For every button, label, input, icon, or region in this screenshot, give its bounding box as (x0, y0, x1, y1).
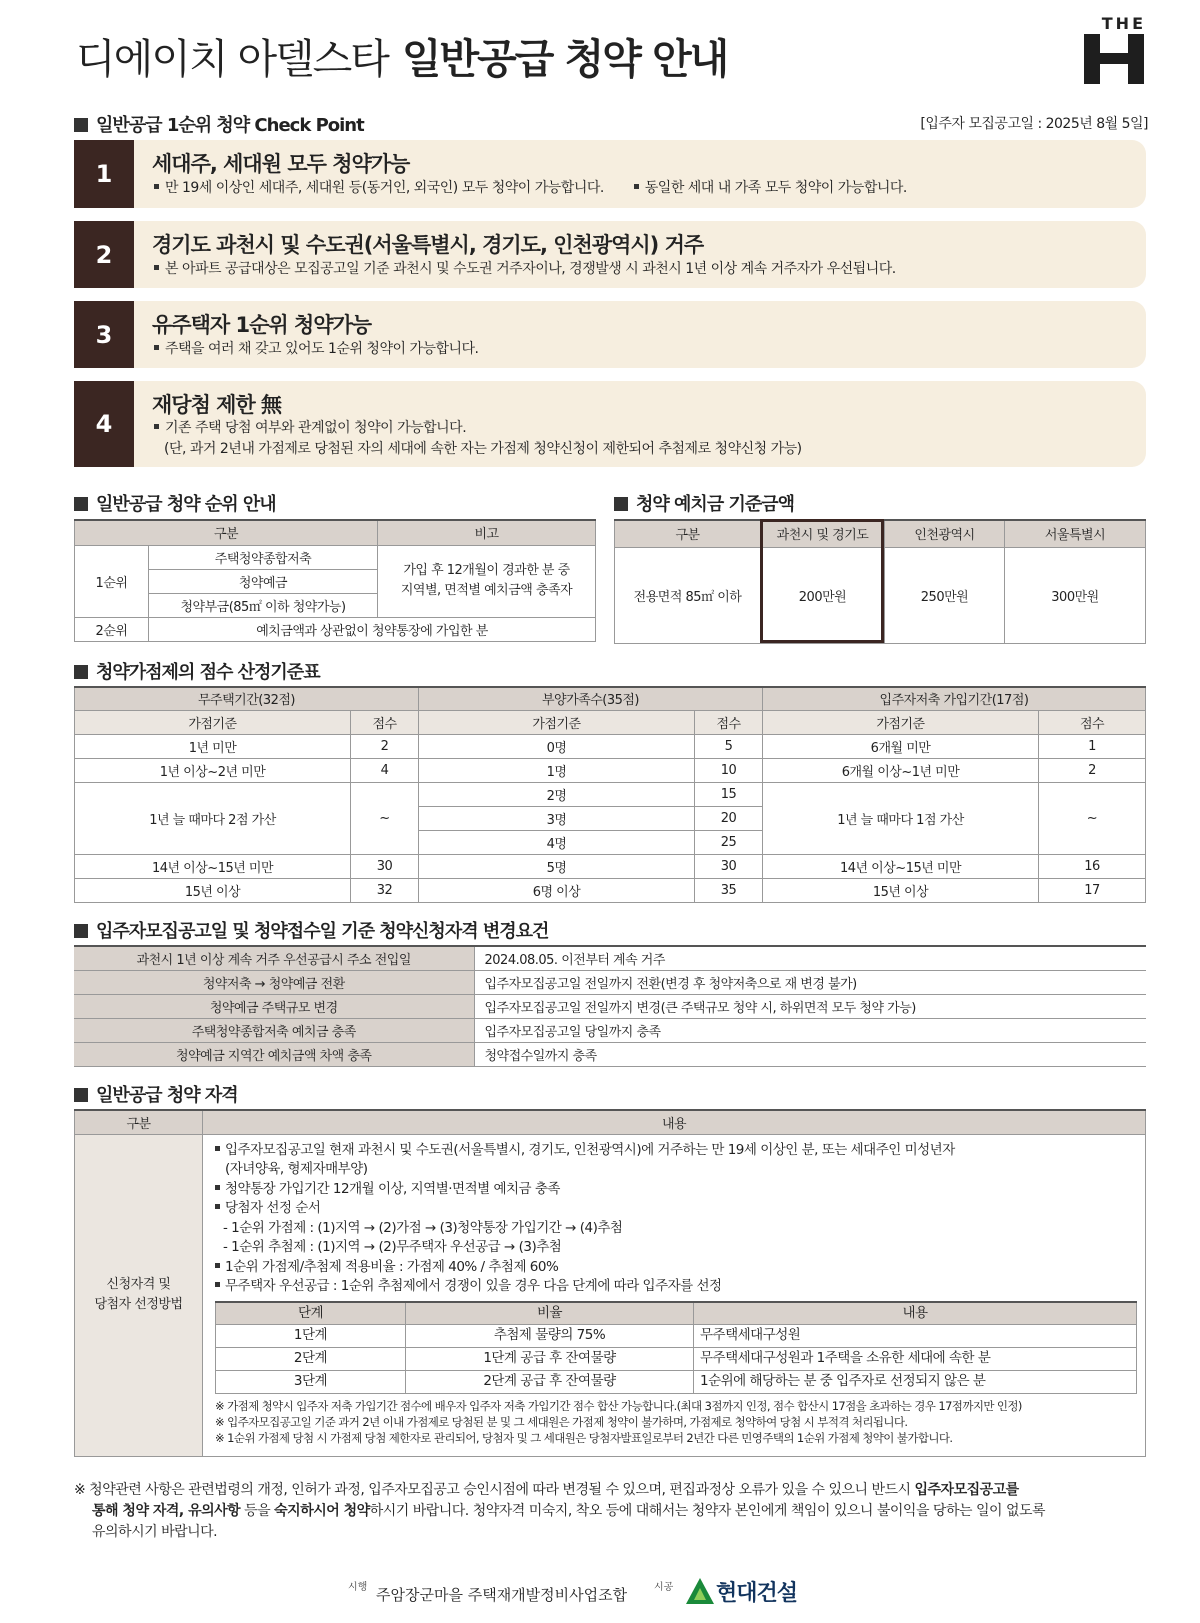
score-cell: 30 (695, 854, 763, 878)
page-header (76, 14, 1146, 94)
rank-2-note: 예치금액과 상관없이 청약통장에 가입한 분 (149, 617, 596, 641)
deposit-header: 서울특별시 (1005, 520, 1146, 547)
score-cell: ~ (351, 782, 419, 854)
logo-text: THE (1101, 14, 1146, 33)
score-section-title: 청약가점제의 점수 산정기준표 (74, 658, 320, 684)
builder-name: 현대건설 (716, 1581, 798, 1606)
deposit-highlight-box (760, 519, 884, 643)
note-line: ※ 1순위 가점제 당첨 시 가점제 당첨 제한자로 관리되어, 당첨자 및 그 세대원은 당첨자발표일로부터 2년간 다른 민영주택의 1순위 가점제 청약이 불가합니다. (215, 1431, 953, 1445)
stage-table (215, 1301, 1137, 1395)
deposit-header: 과천시 및 경기도 (761, 520, 885, 547)
change-key: 과천시 1년 이상 계속 거주 우선공급시 주소 전입일 (74, 946, 474, 970)
note-line: ※ 가점제 청약시 입주자 저축 가입기간 점수에 배우자 입주자 저축 가입기간 점수 합산 가능합니다.(최대 3점까지 인정, 점수 합산시 17점을 초과하는 경우 17점까지만 인정) (215, 1399, 1022, 1413)
developer-name: 주암장군마을 주택재개발정비사업조합 (376, 1586, 628, 1604)
checkpoint-text: 본 아파트 공급대상은 모집공고일 기준 과천시 및 수도권 거주자이나, 경쟁발생 시 과천시 1년 이상 계속 거주자가 우선됩니다. (154, 259, 896, 280)
score-cell: 30 (351, 854, 419, 878)
score-cell: 0명 (419, 734, 695, 758)
score-sub-header: 점수 (1039, 710, 1146, 734)
change-value: 2024.08.05. 이전부터 계속 거주 (474, 946, 1146, 970)
checkpoint-card-1 (74, 140, 1146, 208)
qualification-bullet: 입주자모집공고일 현재 과천시 및 수도권(서울특별시, 경기도, 인천광역시)에 거주하는 만 19세 이상인 분, 또는 세대주인 미성년자 (215, 1141, 1137, 1161)
checkpoint-number: 4 (74, 381, 134, 467)
rank-1-note: 가입 후 12개월이 경과한 분 중 지역별, 면적별 예치금액 충족자 (378, 545, 596, 617)
deposit-value: 200만원 (761, 547, 885, 643)
checkpoint-title: 재당첨 제한 無 (152, 393, 282, 417)
score-cell: 4명 (419, 830, 695, 854)
score-cell: 14년 이상~15년 미만 (75, 854, 351, 878)
change-value: 입주자모집공고일 당일까지 충족 (474, 1018, 1146, 1042)
the-h-logo (1082, 14, 1146, 84)
qualification-row-label: 신청자격 및 당첨자 선정방법 (75, 1134, 203, 1456)
score-cell: 6명 이상 (419, 878, 695, 902)
deposit-value: 250만원 (885, 547, 1005, 643)
stage-header: 단계 (216, 1302, 406, 1325)
score-cell: 17 (1039, 878, 1146, 902)
checkpoint-text: 기존 주택 당첨 여부와 관계없이 청약이 가능합니다. (단, 과거 2년내 가점제로 당첨된 자의 세대에 속한 자는 가점제 청약신청이 제한되어 추첨제로 청약신청 가능) (154, 418, 802, 460)
score-cell: 10 (695, 758, 763, 782)
stage-cell: 1순위에 해당하는 분 중 입주자로 선정되지 않은 분 (694, 1371, 1137, 1394)
rank-section-title: 일반공급 청약 순위 안내 (74, 490, 276, 516)
rank-1-item: 주택청약종합저축 (149, 545, 378, 569)
score-sub-header: 가점기준 (763, 710, 1039, 734)
score-cell: 2 (1039, 758, 1146, 782)
score-group-header: 부양가족수(35점) (419, 687, 763, 710)
score-group-header: 입주자저축 가입기간(17점) (763, 687, 1146, 710)
checkpoint-number: 1 (74, 140, 134, 208)
rank-1-label: 1순위 (75, 545, 149, 617)
score-cell: 2 (351, 734, 419, 758)
checkpoint-card-3 (74, 301, 1146, 368)
change-table (74, 945, 1146, 1067)
qualification-content (203, 1134, 1146, 1456)
rank-header-category: 구분 (75, 520, 378, 545)
score-cell: 1명 (419, 758, 695, 782)
score-cell: 2명 (419, 782, 695, 806)
checkpoint-card-4 (74, 381, 1146, 467)
score-sub-header: 점수 (695, 710, 763, 734)
qualification-bullet: 무주택자 우선공급 : 1순위 추첨제에서 경쟁이 있을 경우 다음 단계에 따라 입주자를 선정 (215, 1277, 1137, 1297)
checkpoint-title: 세대주, 세대원 모두 청약가능 (152, 152, 410, 176)
checkpoint-title: 유주택자 1순위 청약가능 (152, 313, 372, 337)
checkpoint-title: 경기도 과천시 및 수도권(서울특별시, 경기도, 인천광역시) 거주 (152, 233, 704, 257)
change-value: 입주자모집공고일 전일까지 전환(변경 후 청약저축으로 재 변경 불가) (474, 970, 1146, 994)
qualification-bullet: 청약통장 가입기간 12개월 이상, 지역별·면적별 예치금 충족 (215, 1180, 1137, 1200)
qualification-bullet: - 1순위 가점제 : (1)지역 → (2)가점 → (3)청약통장 가입기간 → (4)추첨 (223, 1219, 623, 1236)
checkpoint-section-title: 일반공급 1순위 청약 Check Point (74, 111, 364, 137)
score-sub-header: 가점기준 (419, 710, 695, 734)
stage-cell: 1단계 공급 후 잔여물량 (406, 1348, 694, 1371)
score-sub-header: 점수 (351, 710, 419, 734)
section-square-icon (74, 665, 88, 679)
deposit-row-label: 전용면적 85㎡ 이하 (615, 547, 761, 643)
change-key: 주택청약종합저축 예치금 충족 (74, 1018, 474, 1042)
score-cell: 4 (351, 758, 419, 782)
change-key: 청약예금 지역간 예치금액 차액 충족 (74, 1042, 474, 1066)
section-square-icon (74, 497, 88, 511)
checkpoint-card-2 (74, 221, 1146, 288)
section-square-icon (74, 924, 88, 938)
title-subject: 일반공급 청약 안내 (401, 35, 728, 83)
score-cell: 14년 이상~15년 미만 (763, 854, 1039, 878)
h-mark-icon (1084, 34, 1144, 84)
checkpoint-number: 2 (74, 221, 134, 288)
stage-cell: 1단계 (216, 1325, 406, 1348)
checkpoint-number: 3 (74, 301, 134, 368)
score-cell: 15년 이상 (75, 878, 351, 902)
disclaimer-note: ※ 청약관련 사항은 관련법령의 개정, 인허가 과정, 입주자모집공고 승인시점에 따라 변경될 수 있으며, 편집과정상 오류가 있을 수 있으니 반드시 입주자모집공고를 통해 청약 자격, 유의사항 등을 숙지하시어 청약하시기 바랍니다. 청약자격 미숙지, 착오 등에 대해서는 청약자 본인에게 책임이 있으니 불이익을 당하는 일이 없도록 유의하시기 바랍니다. (74, 1482, 1046, 1540)
change-key: 청약예금 주택규모 변경 (74, 994, 474, 1018)
note-line: ※ 입주자모집공고일 기준 과거 2년 이내 가점제로 당첨된 분 및 그 세대원은 가점제 청약이 불가하며, 가점제로 청약하여 당첨 시 부적격 처리됩니다. (215, 1415, 908, 1429)
qualification-bullet: 1순위 가점제/추첨제 적용비율 : 가점제 40% / 추첨제 60% (215, 1258, 1137, 1278)
score-sub-header: 가점기준 (75, 710, 351, 734)
score-cell: ~ (1039, 782, 1146, 854)
score-cell: 3명 (419, 806, 695, 830)
stage-cell: 3단계 (216, 1371, 406, 1394)
credits-bar (0, 1574, 1200, 1614)
score-cell: 15년 이상 (763, 878, 1039, 902)
qualification-header: 내용 (203, 1110, 1146, 1134)
builder-label: 시공 (654, 1582, 674, 1593)
deposit-value: 300만원 (1005, 547, 1146, 643)
rank-table (74, 519, 596, 642)
score-cell: 1년 이상~2년 미만 (75, 758, 351, 782)
qualification-table (74, 1109, 1146, 1457)
stage-header: 내용 (694, 1302, 1137, 1325)
change-value: 청약접수일까지 충족 (474, 1042, 1146, 1066)
qualification-bullet: (자녀양육, 형제자매부양) (225, 1161, 368, 1177)
score-cell: 16 (1039, 854, 1146, 878)
change-key: 청약저축 → 청약예금 전환 (74, 970, 474, 994)
stage-cell: 무주택세대구성원과 1주택을 소유한 세대에 속한 분 (694, 1348, 1137, 1371)
qualification-bullet: 당첨자 선정 순서 (215, 1199, 1137, 1219)
stage-cell: 무주택세대구성원 (694, 1325, 1137, 1348)
score-cell: 35 (695, 878, 763, 902)
title-project-name: 디에이치 아델스타 (76, 35, 388, 83)
score-cell: 1 (1039, 734, 1146, 758)
deposit-header: 구분 (615, 520, 761, 547)
deposit-section-title: 청약 예치금 기준금액 (614, 490, 794, 516)
developer-label: 시행 (348, 1582, 368, 1593)
score-cell: 1년 미만 (75, 734, 351, 758)
change-value: 입주자모집공고일 전일까지 변경(큰 주택규모 청약 시, 하위면적 모두 청약 가능) (474, 994, 1146, 1018)
score-cell: 1년 늘 때마다 1점 가산 (763, 782, 1039, 854)
qualification-section-title: 일반공급 청약 자격 (74, 1081, 238, 1107)
rank-1-item: 청약부금(85㎡ 이하 청약가능) (149, 593, 378, 617)
score-cell: 6개월 미만 (763, 734, 1039, 758)
score-cell: 25 (695, 830, 763, 854)
notice-date: [입주자 모집공고일 : 2025년 8월 5일] (920, 116, 1148, 132)
checkpoint-text: 주택을 여러 채 갖고 있어도 1순위 청약이 가능합니다. (154, 339, 479, 360)
section-square-icon (74, 118, 88, 132)
checkpoint-text: 만 19세 이상인 세대주, 세대원 등(동거인, 외국인) 모두 청약이 가능합니다. 동일한 세대 내 가족 모두 청약이 가능합니다. (154, 178, 907, 199)
stage-cell: 2단계 공급 후 잔여물량 (406, 1371, 694, 1394)
section-square-icon (74, 1088, 88, 1102)
score-cell: 5명 (419, 854, 695, 878)
deposit-header: 인천광역시 (885, 520, 1005, 547)
score-cell: 5 (695, 734, 763, 758)
stage-cell: 추첨제 물량의 75% (406, 1325, 694, 1348)
stage-cell: 2단계 (216, 1348, 406, 1371)
score-group-header: 무주택기간(32점) (75, 687, 419, 710)
qualification-bullet: - 1순위 추첨제 : (1)지역 → (2)무주택자 우선공급 → (3)추첨 (223, 1239, 562, 1255)
section-square-icon (614, 497, 628, 511)
score-cell: 20 (695, 806, 763, 830)
page-title (76, 26, 727, 85)
hyundai-ec-triangle-icon (686, 1578, 714, 1604)
score-table (74, 686, 1146, 903)
score-cell: 15 (695, 782, 763, 806)
score-cell: 32 (351, 878, 419, 902)
qualification-header: 구분 (75, 1110, 203, 1134)
rank-header-note: 비고 (378, 520, 596, 545)
score-cell: 6개월 이상~1년 미만 (763, 758, 1039, 782)
change-section-title: 입주자모집공고일 및 청약접수일 기준 청약신청자격 변경요건 (74, 917, 548, 943)
rank-2-label: 2순위 (75, 617, 149, 641)
rank-1-item: 청약예금 (149, 569, 378, 593)
score-cell: 1년 늘 때마다 2점 가산 (75, 782, 351, 854)
qualification-notes (215, 1398, 1137, 1446)
stage-header: 비율 (406, 1302, 694, 1325)
